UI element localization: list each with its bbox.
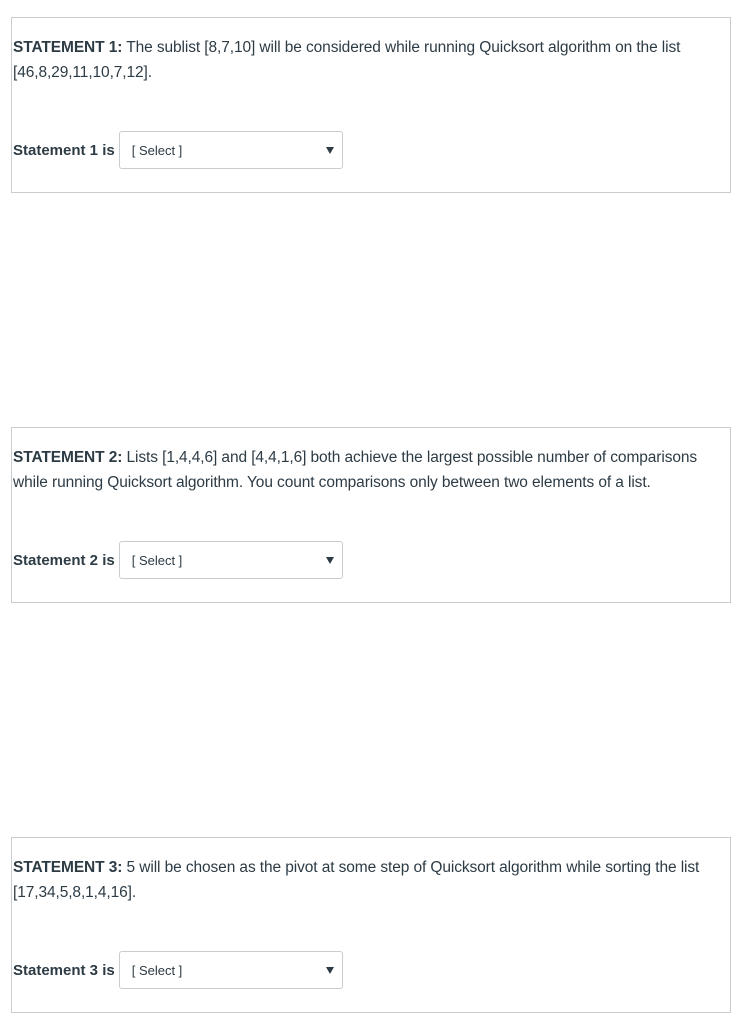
answer-label-3: Statement 3 is: [13, 961, 115, 979]
answer-select-1[interactable]: [119, 131, 343, 169]
statement-1-heading: STATEMENT 1:: [13, 39, 123, 56]
answer-row-2: [13, 541, 343, 579]
select-value-1: [ Select ]: [131, 142, 183, 158]
select-value-2: [ Select ]: [131, 552, 183, 568]
statement-1-body: The sublist [8,7,10] will be considered while running Quicksort algorithm on the list [46,8,29,11,10,7,12].: [13, 39, 681, 81]
statement-3-body: 5 will be chosen as the pivot at some step of Quicksort algorithm while sorting the list [17,34,5,8,1,4,16].: [13, 859, 700, 901]
answer-row-3: [13, 951, 343, 989]
question-card-3: [11, 837, 731, 1013]
statement-1-text: [13, 35, 724, 85]
answer-select-2[interactable]: [119, 541, 343, 579]
answer-label-2: Statement 2 is: [13, 551, 115, 569]
statement-2-text: [13, 445, 724, 495]
question-card-2: [11, 427, 731, 603]
caret-down-icon: [326, 557, 334, 564]
statement-2-body: Lists [1,4,4,6] and [4,4,1,6] both achieve the largest possible number of comparisons while running Quicksort algorithm. You count comparisons only between two elements of a list.: [13, 449, 698, 491]
statement-2-heading: STATEMENT 2:: [13, 449, 123, 466]
answer-label-1: Statement 1 is: [13, 141, 115, 159]
answer-select-3[interactable]: [119, 951, 343, 989]
answer-row-1: [13, 131, 343, 169]
select-value-3: [ Select ]: [131, 962, 183, 978]
caret-down-icon: [326, 147, 334, 154]
caret-down-icon: [326, 967, 334, 974]
statement-3-heading: STATEMENT 3:: [13, 859, 123, 876]
statement-3-text: [13, 855, 724, 905]
question-card-1: [11, 17, 731, 193]
